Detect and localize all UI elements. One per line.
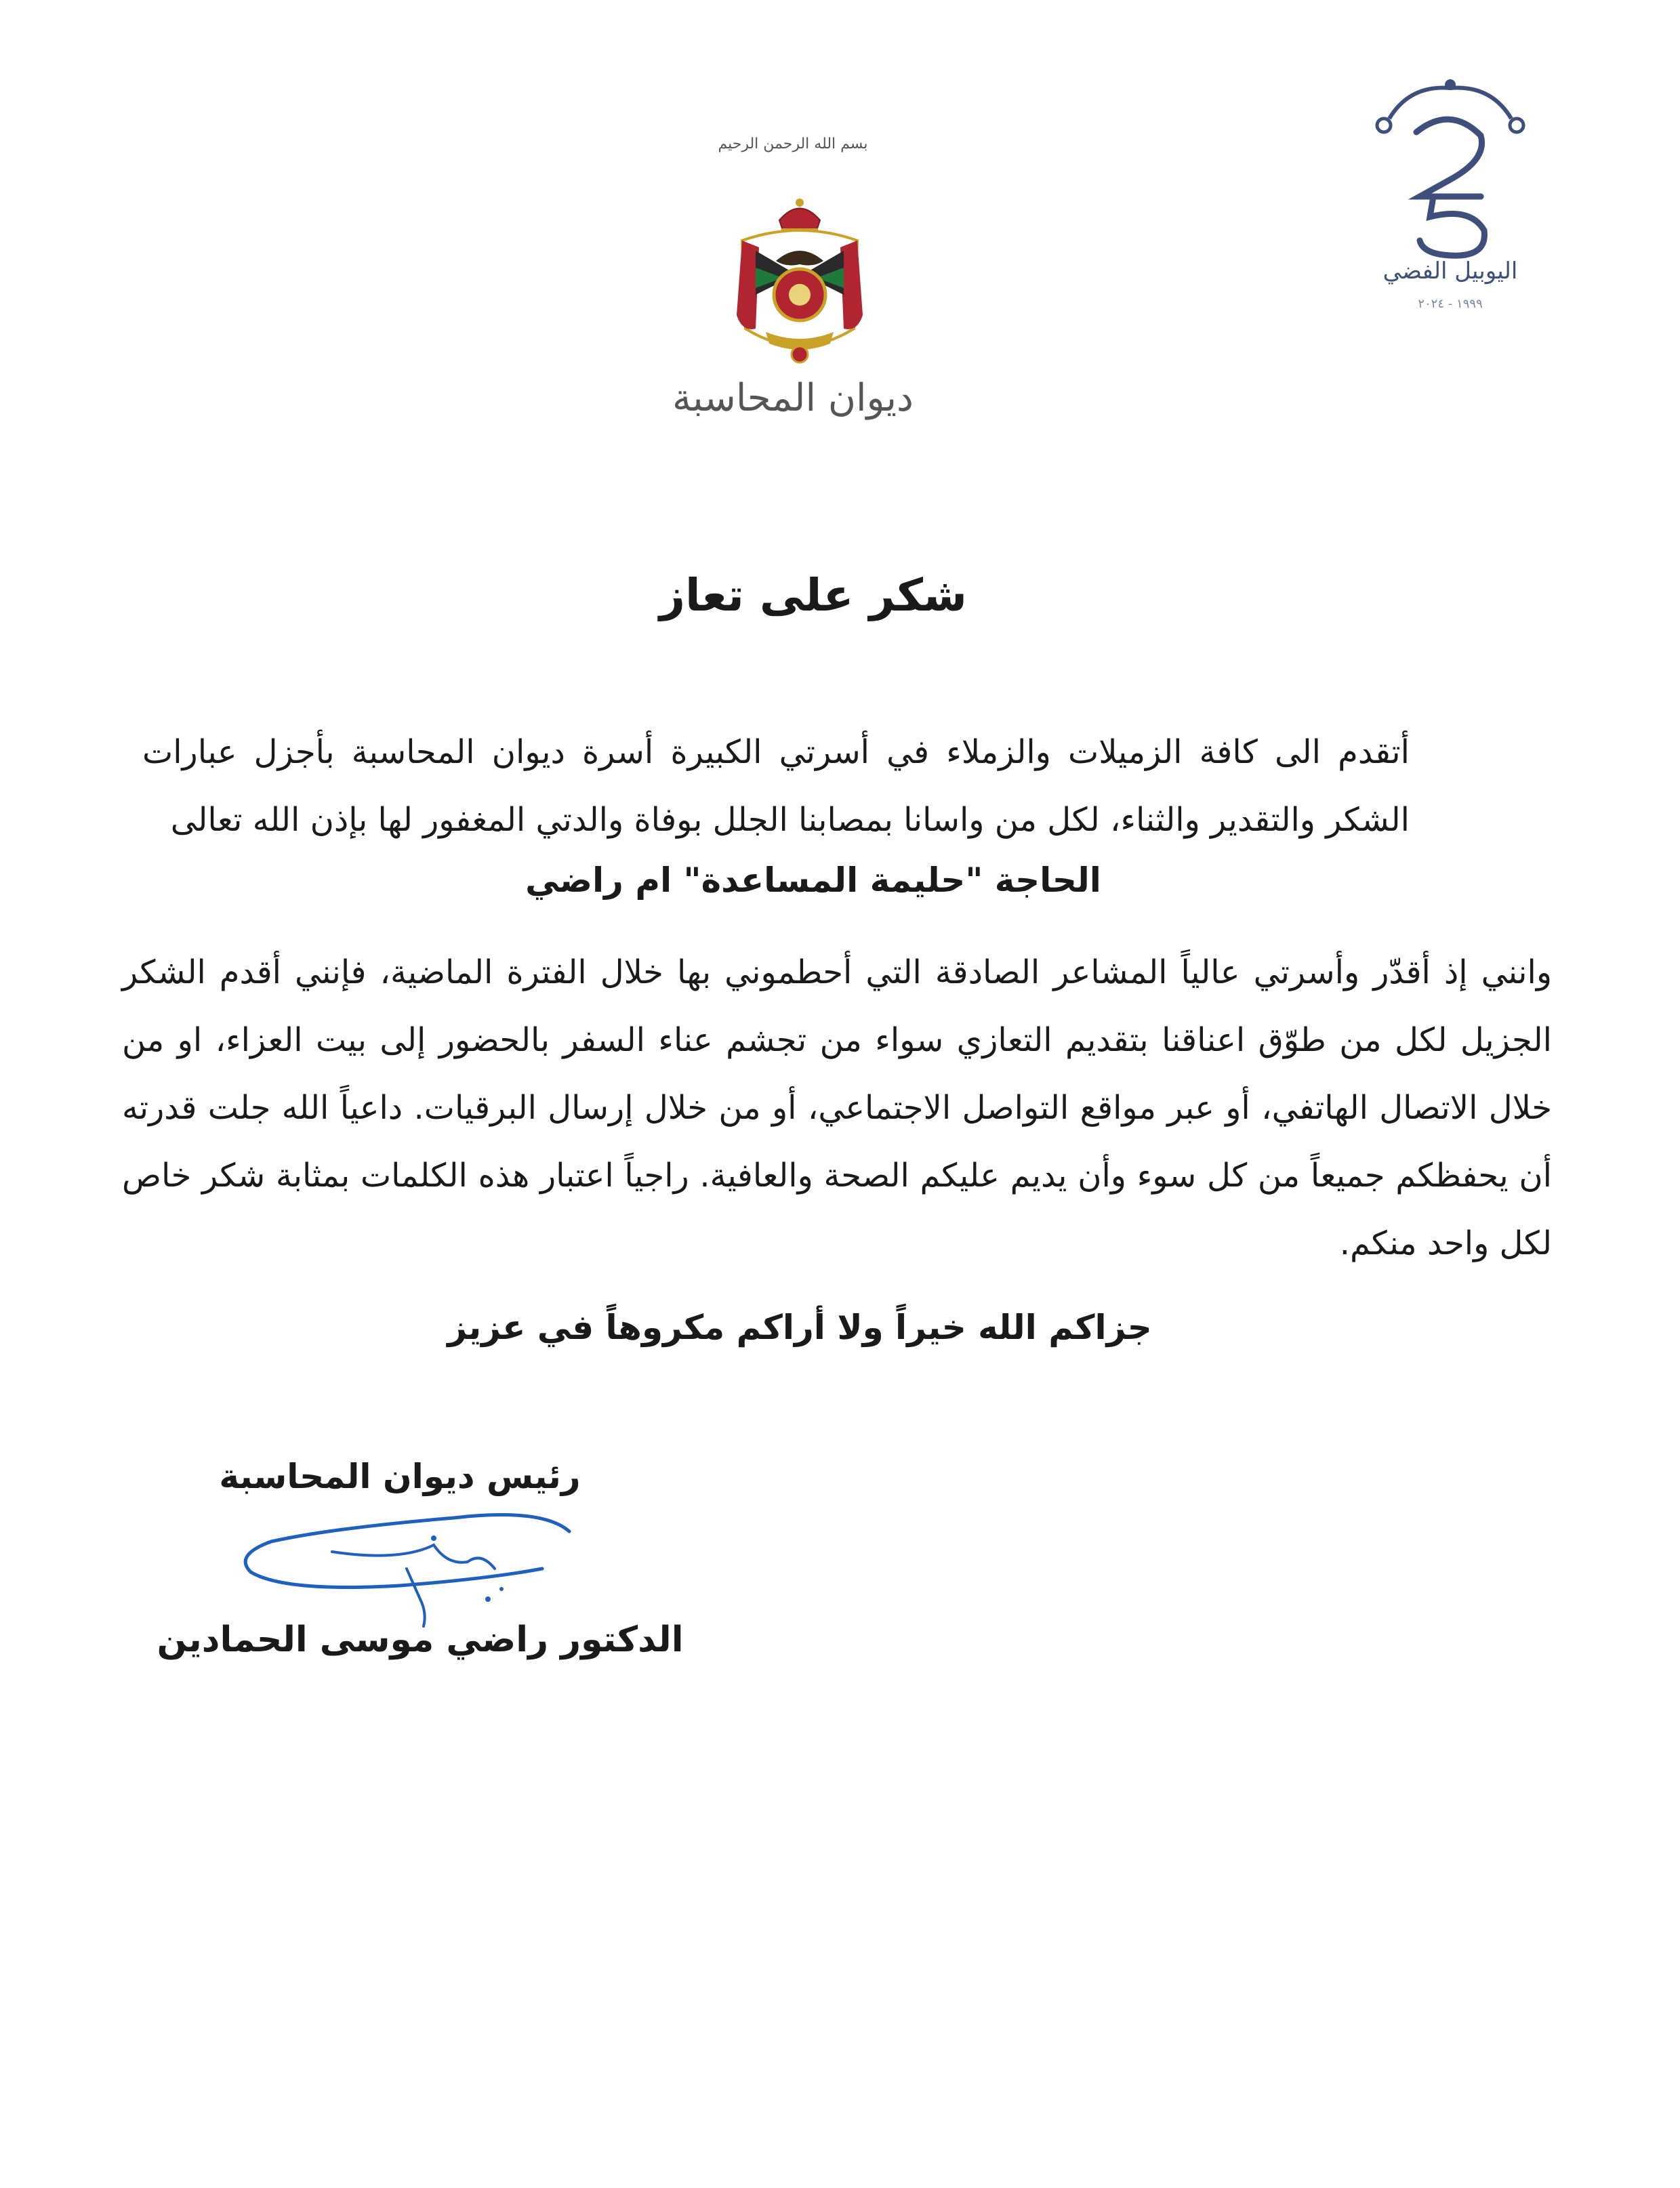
letter-paragraph-1: أتقدم الى كافة الزميلات والزملاء في أسرتي الكبيرة أسرة ديوان المحاسبة بأجزل عبارات الشكر والتقدير والثناء، لكل من واسانا بمصابنا الجلل بوفاة والدتي المغفور لها بإذن الله تعالى <box>142 733 1410 839</box>
deceased-name: الحاجة "حليمة المساعدة" ام راضي <box>525 861 1101 900</box>
silver-jubilee-logo <box>1369 78 1532 322</box>
letter-title: شكر على تعاز <box>659 569 967 621</box>
closing-prayer: جزاكم الله خيراً ولا أراكم مكروهاً في عزيز <box>447 1308 1152 1347</box>
jubilee-years: ١٩٩٩ - ٢٠٢٤ <box>1418 297 1483 311</box>
basmala: بسم الله الرحمن الرحيم <box>718 136 868 152</box>
organization-name: ديوان المحاسبة <box>672 376 914 420</box>
jubilee-title: اليوبيل الفضي <box>1382 257 1518 285</box>
jordan-coat-of-arms-emblem <box>729 193 871 366</box>
signer-position: رئيس ديوان المحاسبة <box>219 1457 581 1496</box>
letter-paragraph-2: وانني إذ أقدّر وأسرتي عالياً المشاعر الصادقة التي أحطموني بها خلال الفترة الماضية، فإنني أقدم الشكر الجزيل لكل من طوّق اعناقنا بتقديم التعازي سواء من تجشم عناء السفر بالحضور إلى بيت العزاء، او من خلال الاتصال الهاتفي، أو عبر مواقع التواصل الاجتماعي، أو من خلال إرسال البرقيات. داعياً الله جلت قدرته أن يحفظكم جميعاً من كل سوء وأن يديم عليكم الصحة والعافية. راجياً اعتبار هذه الكلمات بمثابة شكر خاص لكل واحد منكم. <box>122 953 1552 1262</box>
signer-name: الدكتور راضي موسى الحمادين <box>157 1619 684 1660</box>
